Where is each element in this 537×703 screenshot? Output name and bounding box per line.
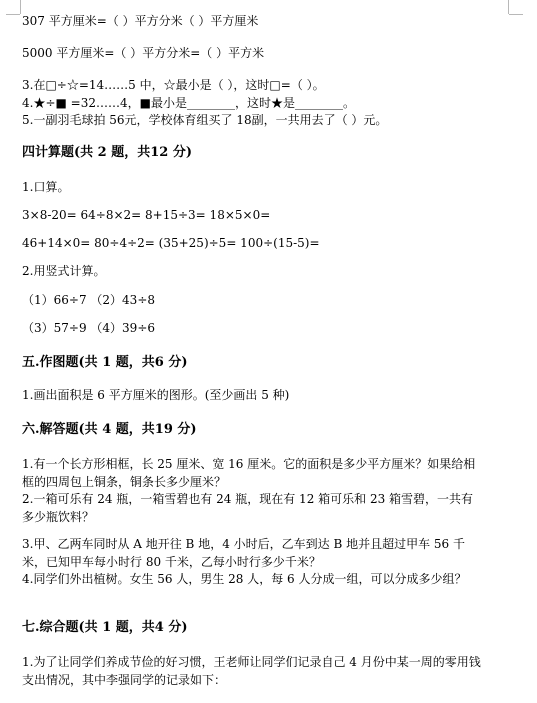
- page-corner-mark-left: [20, 0, 21, 14]
- page-corner-mark-left-h: [6, 14, 20, 15]
- section-heading-comprehensive: 七.综合题(共 1 题，共4 分): [22, 620, 188, 635]
- question-oral-calc: 1.口算。: [22, 180, 70, 194]
- oral-calc-row-2: 46+14×0= 80÷4÷2= (35+25)÷5= 100÷(15-5)=: [22, 236, 320, 250]
- oral-calc-row-1: 3×8-20= 64÷8×2= 8+15÷3= 18×5×0=: [22, 208, 271, 222]
- question-line-1: 307 平方厘米=（ ）平方分米（ ）平方厘米: [22, 14, 259, 28]
- vertical-calc-row-1: （1）66÷7 （2）43÷8: [22, 293, 156, 307]
- page-corner-mark-right: [508, 0, 509, 14]
- page-corner-mark-right-h: [509, 14, 523, 15]
- question-vertical-calc: 2.用竖式计算。: [22, 264, 106, 278]
- word-problem-2: 2.一箱可乐有 24 瓶，一箱雪碧也有 24 瓶，现在有 12 箱可乐和 23 箱雪碧，一共有多少瓶饮料？: [22, 492, 474, 524]
- section-heading-word-problems: 六.解答题(共 4 题，共19 分): [22, 422, 197, 437]
- vertical-calc-row-2: （3）57÷9 （4）39÷6: [22, 321, 156, 335]
- question-line-5: 5.一副羽毛球拍 56元，学校体育组买了 18副，一共用去了（ ）元。: [22, 113, 388, 127]
- section-heading-drawing: 五.作图题(共 1 题，共6 分): [22, 355, 188, 370]
- question-line-4: 4.★÷■ =32……4，■最小是________，这时★是________。: [22, 96, 355, 110]
- word-problem-4: 4.同学们外出植树。女生 56 人，男生 28 人，每 6 人分成一组，可以分成多少组？: [22, 572, 467, 586]
- comprehensive-question-1: 1.为了让同学们养成节俭的好习惯，王老师让同学们记录自己 4 月份中某一周的零用钱支出情况，其中李强同学的记录如下：: [22, 655, 481, 687]
- section-heading-calculation: 四计算题(共 2 题，共12 分): [22, 145, 193, 160]
- question-drawing: 1.画出面积是 6 平方厘米的图形。(至少画出 5 种): [22, 388, 290, 402]
- word-problem-3: 3.甲、乙两车同时从 A 地开往 B 地，4 小时后，乙车到达 B 地并且超过甲车 56 千米，已知甲车每小时行 80 千米，乙每小时行多少千米？: [22, 537, 465, 569]
- question-line-2: 5000 平方厘米=（ ）平方分米=（ ）平方米: [22, 46, 265, 60]
- word-problem-1: 1.有一个长方形相框，长 25 厘米、宽 16 厘米。它的面积是多少平方厘米？如果给相框的四周包上铜条，铜条长多少厘米？: [22, 457, 476, 489]
- question-line-3: 3.在□÷☆=14……5 中，☆最小是（ ），这时□=（ ）。: [22, 78, 325, 92]
